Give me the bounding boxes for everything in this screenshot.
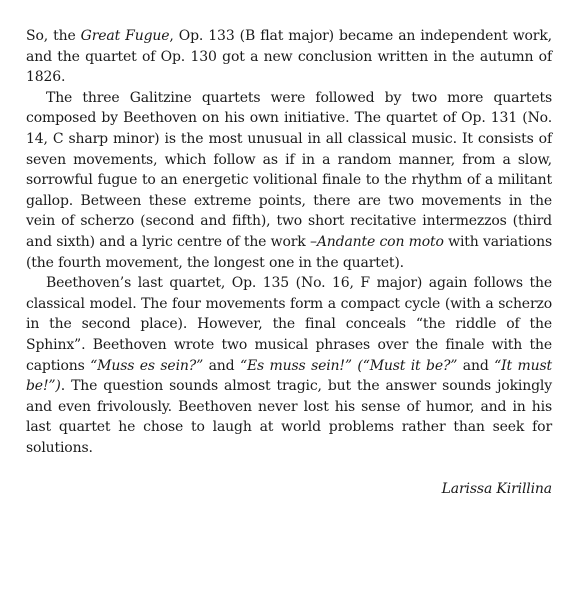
author-signature: Larissa Kirillina [441, 481, 552, 498]
paragraph-1 [26, 26, 552, 88]
paragraph-3-text-1: Beethoven’s last quartet, Op. 135 (No. 16, F major) again follows the classical model. The four movements form a compact cycle (with a scherzo in the second place). However, the final conceals “the riddle of the Sphinx”. Beethoven wrote two musical phrases over the finale with the captions [26, 275, 552, 374]
paragraph-3-quote-1: “Muss es sein?” [90, 357, 204, 374]
paragraph-2 [26, 88, 552, 273]
paragraph-3 [26, 273, 552, 458]
paragraph-3-text-2: and [203, 357, 240, 374]
document-body [26, 26, 552, 500]
paragraph-3-quote-2: “Es muss sein!” (“Must it be?” [239, 357, 458, 374]
paragraph-3-text-3: and [457, 357, 495, 374]
paragraph-2-title-andante: Andante con moto [316, 233, 444, 250]
paragraph-2-text-1: The three Galitzine quartets were followed by two more quartets composed by Beethoven on his own initiative. The quartet of Op. 131 (No. 14, C sharp minor) is the most unusual in all classical music. It consists of seven movements, which follow as if in a random manner, from a slow, sorrowful fugue to an energetic volitional finale to the rhythm of a militant gallop. Between these extreme points, there are two movements in the vein of scherzo (second and fifth), two short recitative intermezzos (third and sixth) and a lyric centre of the work – [26, 89, 552, 250]
paragraph-2-text-2: with variations (the fourth movement, the longest one in the quartet). [26, 233, 552, 271]
paragraph-1-text-1: So, the [26, 28, 81, 44]
paragraph-1-text-2: , Op. 133 (B flat major) became an independent work, and the quartet of Op. 130 got a new conclusion written in the autumn of 1826. [26, 28, 552, 86]
paragraph-3-text-4: . The question sounds almost tragic, but the answer sounds jokingly and even frivolously. Beethoven never lost his sense of humor, and in his last quartet he chose to laugh at world problems rather than seek for solutions. [26, 378, 552, 456]
paragraph-3-quote-3: “It must be!”) [26, 357, 552, 395]
paragraph-1-title-great-fugue: Great Fugue [80, 28, 170, 44]
